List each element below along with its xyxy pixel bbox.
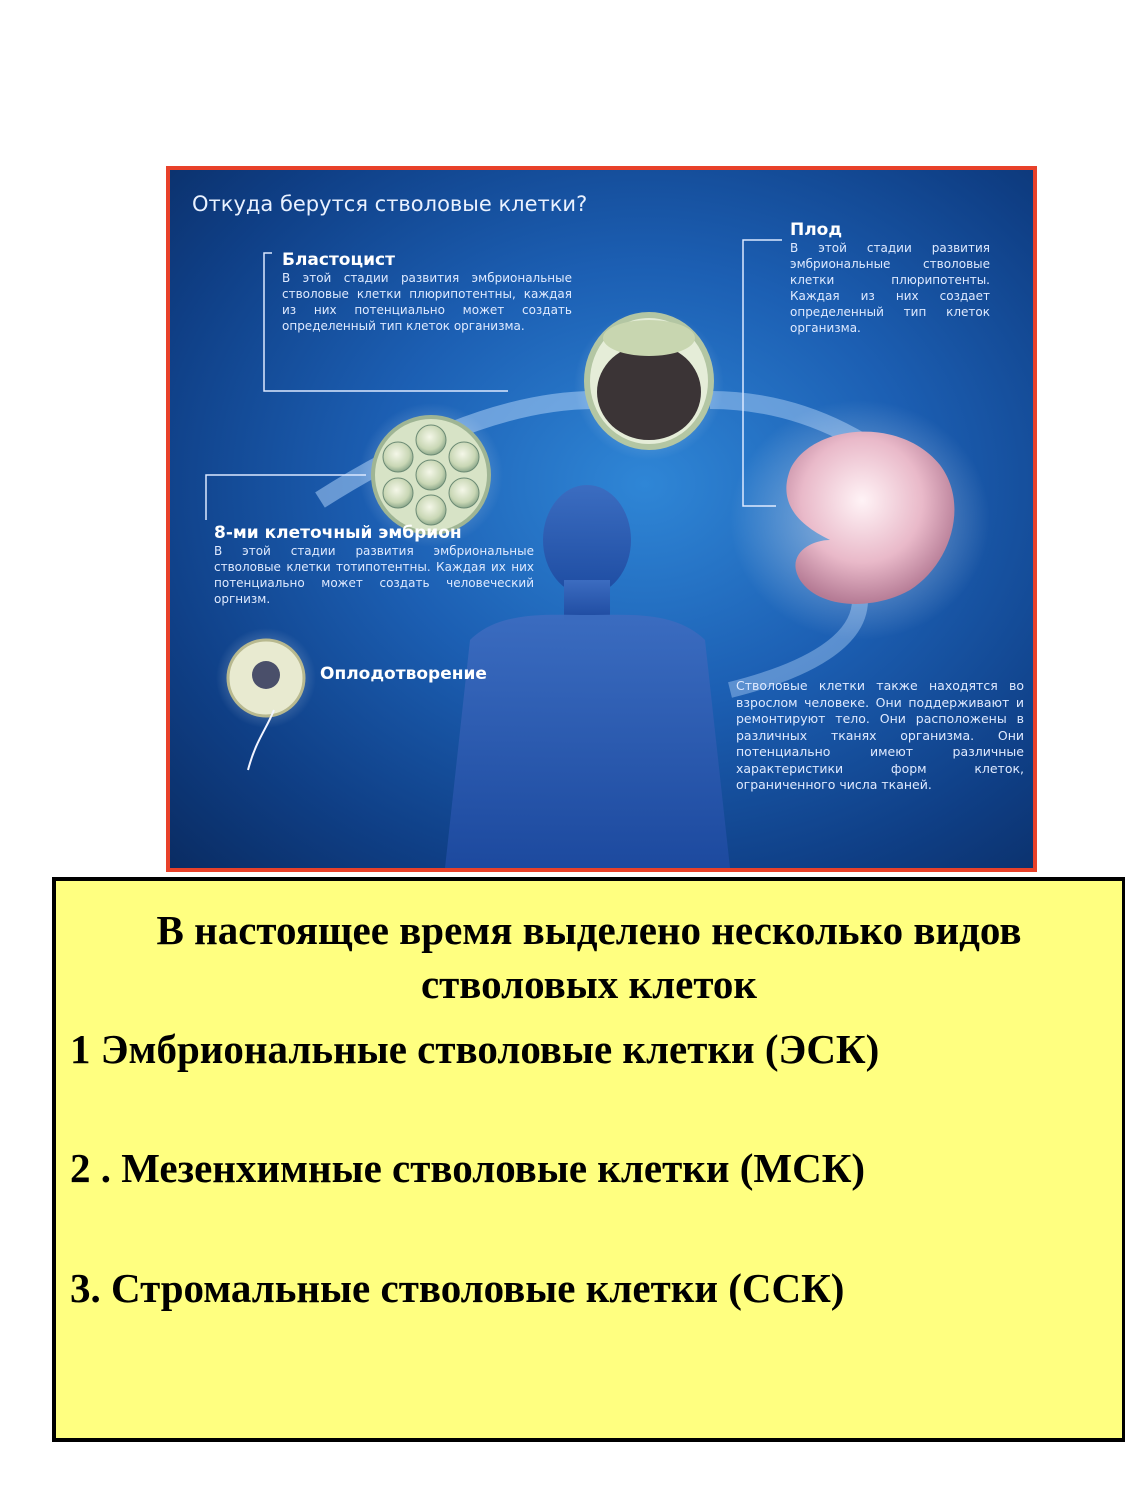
types-heading: В настоящее время выделено несколько видов стволовых клеток: [156, 907, 1022, 1007]
blastocyst-heading: Бластоцист: [282, 250, 395, 270]
infographic-title: Откуда берутся стволовые клетки?: [192, 192, 588, 216]
fetus-caption: [790, 220, 990, 336]
adult-stem-cells-caption: [736, 678, 1024, 794]
stem-cell-origin-infographic: [166, 166, 1037, 872]
blastocyst-caption: [282, 250, 572, 334]
blastocyst-description: В этой стадии развития эмбриональные стволовые клетки плюрипотентны, каждая из них потенциально может создать определенный тип клеток организма.: [282, 271, 572, 333]
eight-cell-embryo-description: В этой стадии развития эмбриональные стволовые клетки тотипотентны. Каждая их них потенциально может создать человеческий оргнизм.: [214, 544, 534, 606]
fertilized-egg-image: [216, 628, 316, 770]
fetus-description: В этой стадии развития эмбриональные стволовые клетки плюрипотенты. Каждая из них создает определенный тип клеток организма.: [790, 241, 990, 335]
eight-cell-embryo-heading: 8-ми клеточный эмбрион: [214, 523, 462, 543]
fertilization-heading: Оплодотворение: [320, 664, 487, 684]
stem-cell-types-box: [52, 877, 1125, 1442]
adult-stem-cells-description: Стволовые клетки также находятся во взрослом человеке. Они поддерживают и ремонтируют тело. Они расположены в различных тканях организма. Они потенциально имеют различные характеристики форм клеток, ограниченного числа тканей.: [736, 678, 1024, 792]
blastocyst-image: [574, 310, 724, 460]
type-item-ssc: 3. Стромальные стволовые клетки (ССК): [70, 1265, 845, 1311]
eight-cell-embryo-caption: [214, 523, 534, 607]
type-item-msc: 2 . Мезенхимные стволовые клетки (МСК): [70, 1145, 866, 1191]
fetus-heading: Плод: [790, 220, 843, 240]
fetus-image: [730, 400, 990, 640]
type-item-esc: 1 Эмбриональные стволовые клетки (ЭСК): [70, 1026, 880, 1072]
